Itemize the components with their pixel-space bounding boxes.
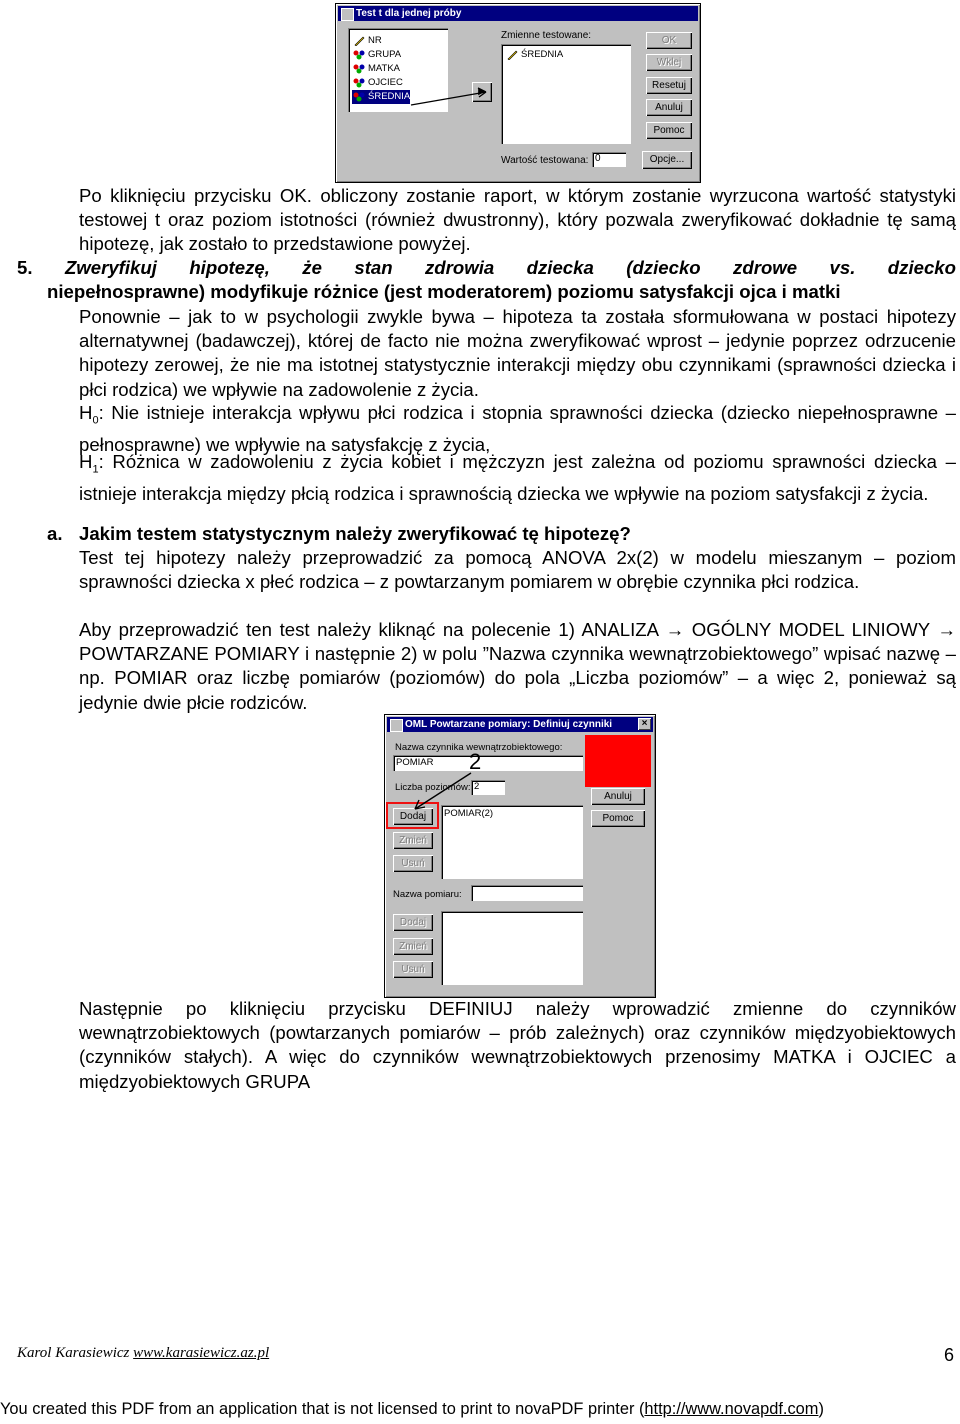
- hypothesis-h0: $H_0$: Nie istnieje interakcja wpływu płci rodzica i stopnia sprawności dziecka (dziecko niepełnosprawne – pełnosprawne) we wpływie na satysfakcję z życia,: [79, 402, 956, 455]
- arrow-right-icon: ▶: [478, 86, 486, 97]
- nominal-variable-icon: [353, 50, 365, 60]
- paragraph-5: Następnie po kliknięciu przycisku DEFINIUJ należy wprowadzić zmienne do czynników wewnątrzobiektowych (powtarzanych pomiarów – prób zależnych) oraz czynników międzyobiektowych (czynników stałych). A więc do czynników wewnątrzobiektowych przenosimy MATKA i OJCIEC a międzyobiektowych GRUPA: [79, 998, 956, 1092]
- factor-list-item[interactable]: POMIAR(2): [444, 808, 494, 819]
- variable-item[interactable]: OJCIEC: [352, 76, 403, 90]
- scale-variable-icon: [354, 35, 365, 46]
- variable-item-selected[interactable]: ŚREDNIA: [352, 90, 410, 104]
- annotation-arrow: [406, 74, 496, 114]
- change-factor-button[interactable]: Zmień: [393, 832, 433, 849]
- footer-author: Karol Karasiewicz www.karasiewicz.az.pl: [17, 1345, 270, 1361]
- heading-5-continued: niepełnosprawne) modyfikuje różnice (jest moderatorem) poziomu satysfakcji ojca i matki: [47, 281, 841, 302]
- window-icon: [390, 719, 403, 732]
- dialog-title: Test t dla jednej próby: [356, 8, 462, 19]
- paragraph-3: Test tej hipotezy należy przeprowadzić za pomocą ANOVA 2x(2) w modelu mieszanym – poziom sprawności dziecka x płeć rodzica – z powtarzanym pomiarem w obrębie czynnika płci rodzica.: [79, 547, 956, 593]
- nominal-variable-icon: [353, 64, 365, 74]
- paragraph-2: Ponownie – jak to w psychologii zwykle bywa – hipoteza ta została sformułowana w postaci hipotezy alternatywnej (badawczej), której de facto nie można zweryfikować wprost – jedynie poprzez odrzucenie hipotezy zerowej, że nie ma istotnej statystycznie interakcji między obu czynnikami (sprawności dziecka i płci rodzica) we wpływie na zadowolenie z życia.: [79, 306, 956, 400]
- cancel-button[interactable]: Anuluj: [591, 788, 645, 805]
- question-a: a. Jakim testem statystycznym należy zweryfikować tę hipotezę?: [47, 523, 631, 544]
- paragraph-4: Aby przeprowadzić ten test należy kliknąć na polecenie 1) ANALIZA → OGÓLNY MODEL LINIOWY → POWTARZANE POMIARY i następnie 2) w polu ”Nazwa czynnika wewnątrzobiektowego” wpisać nazwę – np. POMIAR oraz liczbę pomiarów (poziomów) do pola „Liczba poziomów” – a więc 2, ponieważ są jedynie dwie płcie rodziców.: [79, 619, 956, 713]
- nominal-variable-icon: [353, 92, 365, 102]
- page-number: 6: [944, 1345, 955, 1365]
- variable-item[interactable]: GRUPA: [352, 48, 401, 62]
- pdf-license-notice: You created this PDF from an application that is not licensed to print to novaPDF printer (http://www.novapdf.com): [0, 1400, 824, 1418]
- remove-factor-button[interactable]: Usuń: [393, 855, 433, 872]
- cancel-button[interactable]: Anuluj: [646, 99, 692, 116]
- novapdf-link[interactable]: http://www.novapdf.com: [644, 1400, 819, 1418]
- help-button[interactable]: Pomoc: [646, 122, 692, 139]
- test-value-input[interactable]: 0: [592, 152, 626, 167]
- paragraph-1: Po kliknięciu przycisku OK. obliczony zostanie raport, w którym zostanie wyrzucona wartość statystyki testowej t oraz poziom istotności (również dwustronny), który pozwala zweryfikować dokładnie tę samą hipotezę, jak zostało to przedstawione powyżej.: [79, 185, 956, 255]
- tested-variable-item[interactable]: ŚREDNIA: [505, 48, 563, 62]
- measure-name-input[interactable]: [471, 885, 583, 901]
- scale-variable-icon: [507, 49, 518, 60]
- tested-variables-label: Zmienne testowane:: [501, 30, 592, 41]
- change-measure-button[interactable]: Zmień: [393, 938, 433, 955]
- annotation-number-2: 2: [469, 749, 482, 774]
- variable-item[interactable]: MATKA: [352, 62, 400, 76]
- heading-5: 5. Zweryfikuj hipotezę, że stan zdrowia dziecka (dziecko zdrowe vs. dziecko: [17, 257, 956, 278]
- factor-name-input[interactable]: POMIAR: [393, 755, 583, 771]
- one-sample-t-test-dialog: [335, 3, 701, 183]
- repeated-measures-define-factors-dialog: [384, 714, 656, 998]
- levels-label: Liczba poziomów:: [395, 782, 471, 793]
- hypothesis-h1: $H_1$: Różnica w zadowoleniu z życia kobiet i mężczyzn jest zależna od poziomu sprawności dziecka – istnieje interakcja między płcią rodzica i sprawnością dziecka we wpływie na poziom satysfakcji z życia.: [79, 451, 956, 504]
- footer-site-link[interactable]: www.karasiewicz.az.pl: [133, 1345, 270, 1361]
- options-button[interactable]: Opcje...: [642, 151, 692, 169]
- dialog-title: OML Powtarzane pomiary: Definiuj czynniki: [405, 719, 613, 730]
- add-factor-button[interactable]: Dodaj: [393, 808, 433, 825]
- test-value-label: Wartość testowana:: [501, 155, 589, 166]
- close-icon[interactable]: ×: [638, 718, 651, 730]
- levels-input[interactable]: 2: [471, 780, 505, 795]
- dialog-titlebar: [338, 6, 698, 21]
- variable-item[interactable]: NR: [352, 34, 382, 48]
- red-highlight-box: [585, 735, 651, 787]
- measure-name-label: Nazwa pomiaru:: [393, 889, 462, 900]
- nominal-variable-icon: [353, 78, 365, 88]
- remove-measure-button[interactable]: Usuń: [393, 961, 433, 978]
- measures-list[interactable]: [441, 911, 583, 985]
- factor-name-label: Nazwa czynnika wewnątrzobiektowego:: [395, 742, 563, 753]
- dialog-titlebar: [387, 717, 653, 732]
- annotation-arrow: [405, 771, 475, 821]
- ok-button[interactable]: OK: [646, 32, 692, 49]
- help-button[interactable]: Pomoc: [591, 810, 645, 827]
- reset-button[interactable]: Resetuj: [646, 77, 692, 94]
- add-measure-button[interactable]: Dodaj: [393, 914, 433, 931]
- paste-button[interactable]: Wklej: [646, 54, 692, 71]
- tested-variables-list[interactable]: [501, 44, 631, 144]
- window-icon: [341, 8, 354, 21]
